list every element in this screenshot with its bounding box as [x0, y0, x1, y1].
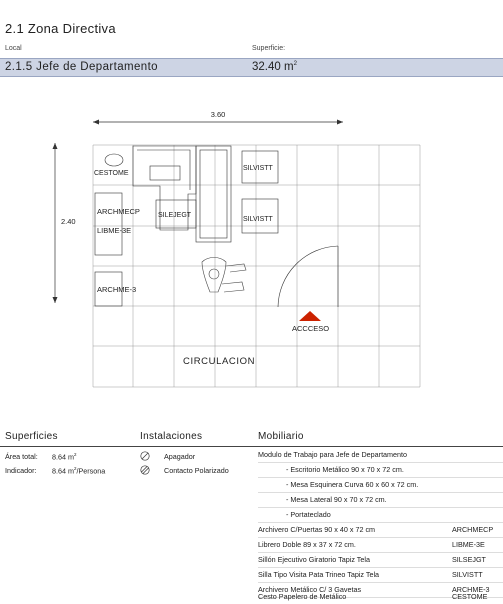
indicador-value: 8.64 $m^2$/Persona [52, 466, 106, 476]
dim-height-label: 2.40 [61, 217, 76, 226]
local-value: 2.1.5 Jefe de Departamento [5, 61, 158, 73]
installation-label: Contacto Polarizado [164, 465, 229, 475]
furniture-row: Archivero C/Puertas 90 x 40 x 72 cm ARCHMECP [258, 523, 503, 538]
furniture-row: Modulo de Trabajo para Jefe de Departamento [258, 448, 503, 463]
circulacion-label: CIRCULACION [183, 356, 256, 367]
height-dimension [53, 143, 58, 303]
indicador-label: Indicador: [5, 466, 37, 475]
silvistt-label-1: SILVISTT [243, 165, 273, 172]
furniture-row: Cesto Papelero de Metálico CESTOME [258, 592, 488, 601]
silvistt-label-2: SILVISTT [243, 216, 273, 223]
furniture-row: - Escritorio Metálico 90 x 70 x 72 cm. [258, 463, 503, 478]
wastebasket-symbol [105, 154, 123, 166]
desk-module-symbol [133, 146, 231, 242]
furniture-row: - Mesa Lateral 90 x 70 x 72 cm. [258, 493, 503, 508]
installation-item [140, 451, 195, 461]
floor-grid [93, 145, 420, 387]
superficie-label: Superficie: [252, 45, 286, 52]
mobiliario-heading: Mobiliario [258, 431, 304, 442]
furniture-row: Sillón Ejecutivo Giratorio Tapiz Tela SILSEJGT [258, 553, 503, 568]
file-cabinet-symbol [95, 193, 122, 255]
area-total-value: 8.64 $m^2$ [52, 452, 77, 462]
furniture-row: Librero Doble 89 x 37 x 72 cm. LIBME-3E [258, 538, 503, 553]
furniture-row: Silla Tipo Visita Pata Trineo Tapiz Tela SILVISTT [258, 568, 503, 583]
furniture-row: Archivero Metálico C/ 3 Gavetas ARCHME-3 [258, 583, 503, 598]
dim-width-label: 3.60 [210, 110, 226, 119]
installation-item [140, 465, 229, 475]
floor-plan [0, 100, 503, 400]
access-arrow-icon [299, 311, 321, 321]
superficies-heading: Superficies [5, 431, 58, 442]
superficie-value: 32.40 $m^2$ [252, 61, 297, 73]
width-dimension [93, 120, 343, 125]
person-figure [202, 258, 246, 293]
archmecp-label: ARCHMECP [97, 207, 140, 216]
instalaciones-heading: Instalaciones [140, 431, 203, 442]
area-total-label: Área total: [5, 452, 38, 461]
libme-label: LIBME-3E [97, 226, 132, 235]
cestome-label: CESTOME [94, 170, 129, 177]
page-title: 2.1 Zona Directiva [5, 21, 116, 36]
silsejgt-label: SILEJEGT [158, 212, 192, 219]
door-swing [278, 246, 338, 307]
local-label: Local [5, 45, 22, 52]
furniture-row: - Mesa Esquinera Curva 60 x 60 x 72 cm. [258, 478, 503, 493]
furniture-row: - Portateclado [258, 508, 503, 523]
archme3-label: ARCHME-3 [97, 285, 137, 294]
installation-label: Apagador [164, 451, 196, 461]
outlet-icon [140, 465, 150, 475]
acceso-label: ACCCESO [292, 324, 330, 333]
heading-rule [0, 446, 503, 447]
switch-icon [140, 451, 150, 461]
